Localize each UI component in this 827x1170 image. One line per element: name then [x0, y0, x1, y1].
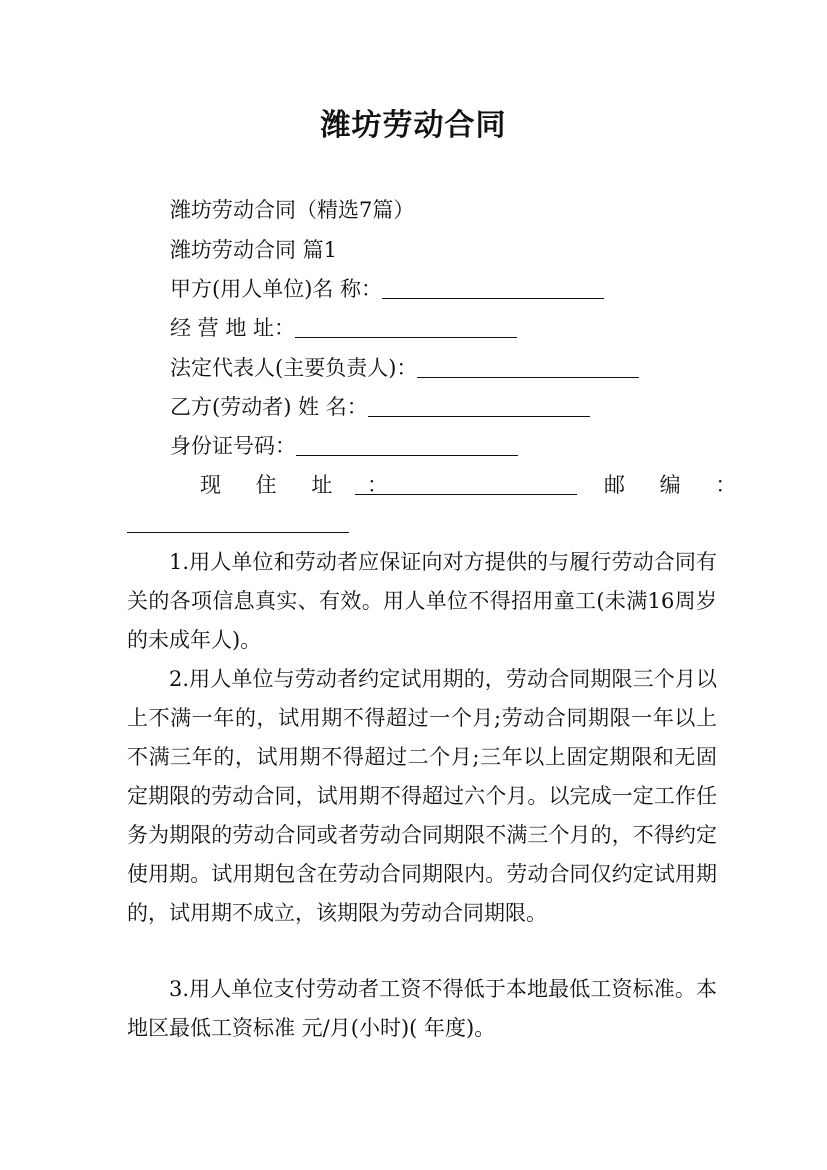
address-blank	[295, 317, 517, 338]
paragraph-2: 2.用人单位与劳动者约定试用期的，劳动合同期限三个月以上不满一年的，试用期不得超过一个月;劳动合同期限一年以上不满三年的，试用期不得超过二个月;三年以上固定期限和无固定期限的劳动合同，试用期不得超过六个月。以完成一定工作任务为期限的劳动合同或者劳动合同期限不满三个月的，不得约定使用期。试用期包含在劳动合同期限内。劳动合同仅约定试用期的，试用期不成立，该期限为劳动合同期限。	[127, 667, 717, 925]
postal-code-label: 邮 编 ：	[604, 473, 751, 497]
party-b-name-row	[170, 393, 590, 421]
address-label: 经 营 地 址：	[170, 316, 296, 340]
current-address-blank	[355, 474, 577, 495]
party-a-name-label: 甲方(用人单位)名 称：	[170, 277, 383, 301]
legal-rep-blank	[417, 357, 639, 378]
legal-rep-row	[170, 354, 639, 382]
current-address-label: 现 住 址 ：	[200, 473, 403, 497]
legal-rep-label: 法定代表人(主要负责人)：	[170, 356, 418, 380]
id-number-blank	[296, 435, 518, 456]
document-subtitle: 潍坊劳动合同（精选7篇）	[170, 198, 415, 222]
paragraph-3: 3.用人单位支付劳动者工资不得低于本地最低工资标准。本地区最低工资标准 元/月(小时)( 年度)。	[127, 977, 717, 1040]
id-number-label: 身份证号码：	[170, 434, 296, 458]
party-b-name-blank	[368, 396, 590, 417]
id-number-row	[170, 432, 518, 460]
party-a-name-blank	[382, 278, 604, 299]
party-b-name-label: 乙方(劳动者) 姓 名：	[170, 395, 368, 419]
party-a-name-row	[170, 275, 604, 303]
address-row	[170, 314, 517, 342]
paragraph-1: 1.用人单位和劳动者应保证向对方提供的与履行劳动合同有关的各项信息真实、有效。用人单位不得招用童工(未满16周岁的未成年人)。	[127, 550, 717, 652]
section-heading: 潍坊劳动合同 篇1	[170, 238, 338, 262]
document-title: 潍坊劳动合同	[320, 108, 507, 143]
postal-code-blank	[127, 512, 349, 533]
